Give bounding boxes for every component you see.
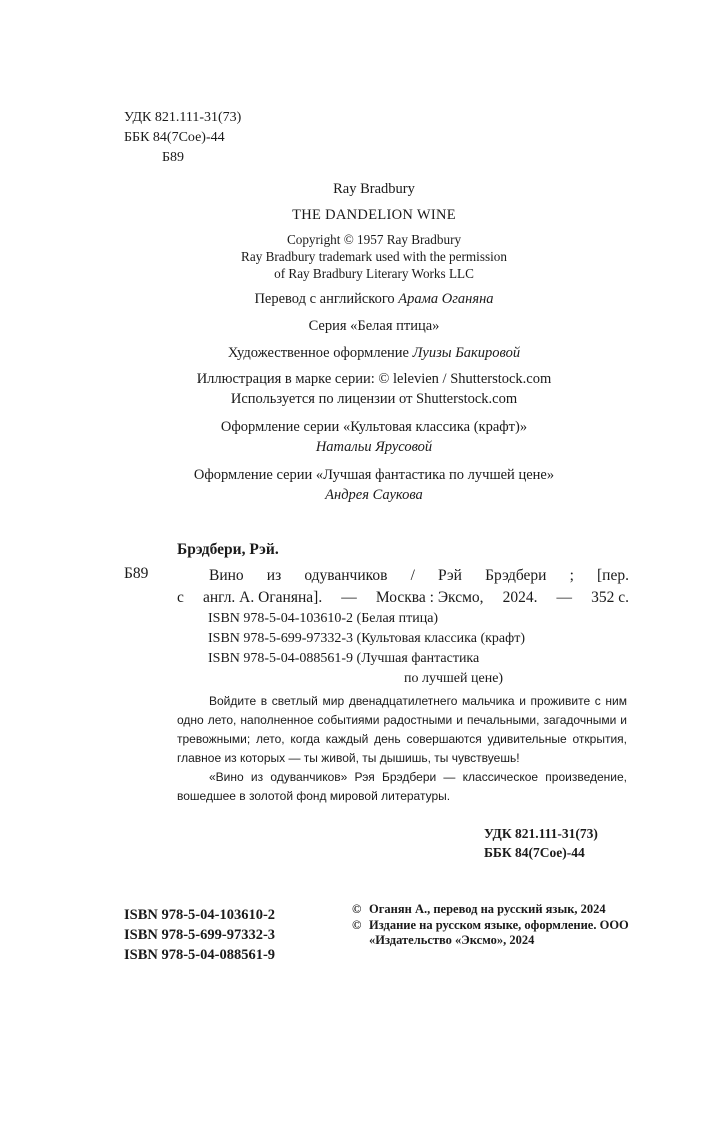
bottom-isbn: ISBN 978-5-699-97332-3 [124,927,276,943]
copyright-sign: © [352,917,362,932]
bottom-isbn: ISBN 978-5-04-103610-2 [124,907,276,923]
license-text: Используется по лицензии от Shutterstock.com [230,391,518,407]
annotation-paragraph-2: «Вино из одуванчиков» Рэя Брэдбери — классическое произведение, вошедшее в золотой фонд мировой литературы. [177,770,627,803]
top-classification-codes [124,108,241,168]
illustration-credit [110,371,638,408]
translator-name: Арама Оганяна [398,291,494,307]
series-design-1-text: Оформление серии «Культовая классика (крафт)» [220,419,528,435]
art-credit [110,345,638,362]
entry-isbn-list [208,609,525,689]
copyright-translation: Оганян А., перевод на русский язык, 2024 [369,902,606,916]
copyright-line-2: Ray Bradbury trademark used with the permission [241,249,507,264]
series-design-credit-1 [110,419,638,456]
right-classification-codes [484,824,598,862]
bottom-isbn: ISBN 978-5-04-088561-9 [124,947,276,963]
udk-code: УДК 821.111-31(73) [124,110,242,125]
entry-author: Брэдбери, Рэй. [177,541,279,558]
copyright-block [110,231,638,282]
author-mark: Б89 [162,150,185,165]
entry-isbn-continuation: по лучшей цене) [404,671,504,686]
entry-code: Б89 [124,565,149,582]
translation-credit [110,291,638,308]
original-author-text: Ray Bradbury [333,181,415,197]
illustration-text: Иллюстрация в марке серии: © lelevien / Shutterstock.com [196,371,552,387]
bbk-code: ББК 84(7Сое)-44 [124,130,225,145]
entry-isbn-row: ISBN 978-5-699-97332-3 (Культовая классика (крафт) [208,631,525,646]
copyright-item [352,918,642,949]
right-bbk-code: ББК 84(7Сое)-44 [484,845,585,860]
entry-isbn-row: ISBN 978-5-04-103610-2 (Белая птица) [208,611,439,626]
series-design-2-text: Оформление серии «Лучшая фантастика по лучшей цене» [193,467,555,483]
entry-line-2: с англ. А. Оганяна]. — Москва : Эксмо, 2024. — 352 с. [177,589,629,606]
annotation [177,692,627,806]
copyright-edition: Издание на русском языке, оформление. ООО «Издательство «Эксмо», 2024 [369,917,629,947]
series-designer-2-name: Андрея Саукова [325,487,423,503]
original-author [110,181,638,198]
entry-description [177,565,629,609]
entry-isbn-row: ISBN 978-5-04-088561-9 (Лучшая фантастика [208,651,480,666]
copyright-item [352,902,642,918]
bottom-isbn-list [124,905,275,965]
artist-name: Луизы Бакировой [412,345,521,361]
right-udk-code: УДК 821.111-31(73) [484,826,598,841]
copyright-line-1: Copyright © 1957 Ray Bradbury [286,232,462,247]
series-designer-1-name: Натальи Ярусовой [315,439,433,455]
original-title-text: THE DANDELION WINE [292,207,456,223]
copyright-sign: © [352,902,362,916]
art-prefix: Художественное оформление [227,345,409,361]
annotation-paragraph-1: Войдите в светлый мир двенадцатилетнего мальчика и проживите с ним одно лето, наполненное событиями радостными и печальными, загадочными и тревожными; лето, когда каждый день совершаются удивительные открытия, главное из которых — ты живой, ты дышишь, ты чувствуешь! [177,694,627,765]
series-design-credit-2 [110,467,638,504]
series-name-text: Серия «Белая птица» [308,318,440,334]
bottom-copyright [352,902,642,949]
series-name [110,318,638,335]
original-title [110,207,638,224]
translation-prefix: Перевод с английского [254,291,395,307]
entry-line-1: Вино из одуванчиков / Рэй Брэдбери ; [пер. [209,567,629,584]
copyright-line-3: of Ray Bradbury Literary Works LLC [274,266,474,281]
